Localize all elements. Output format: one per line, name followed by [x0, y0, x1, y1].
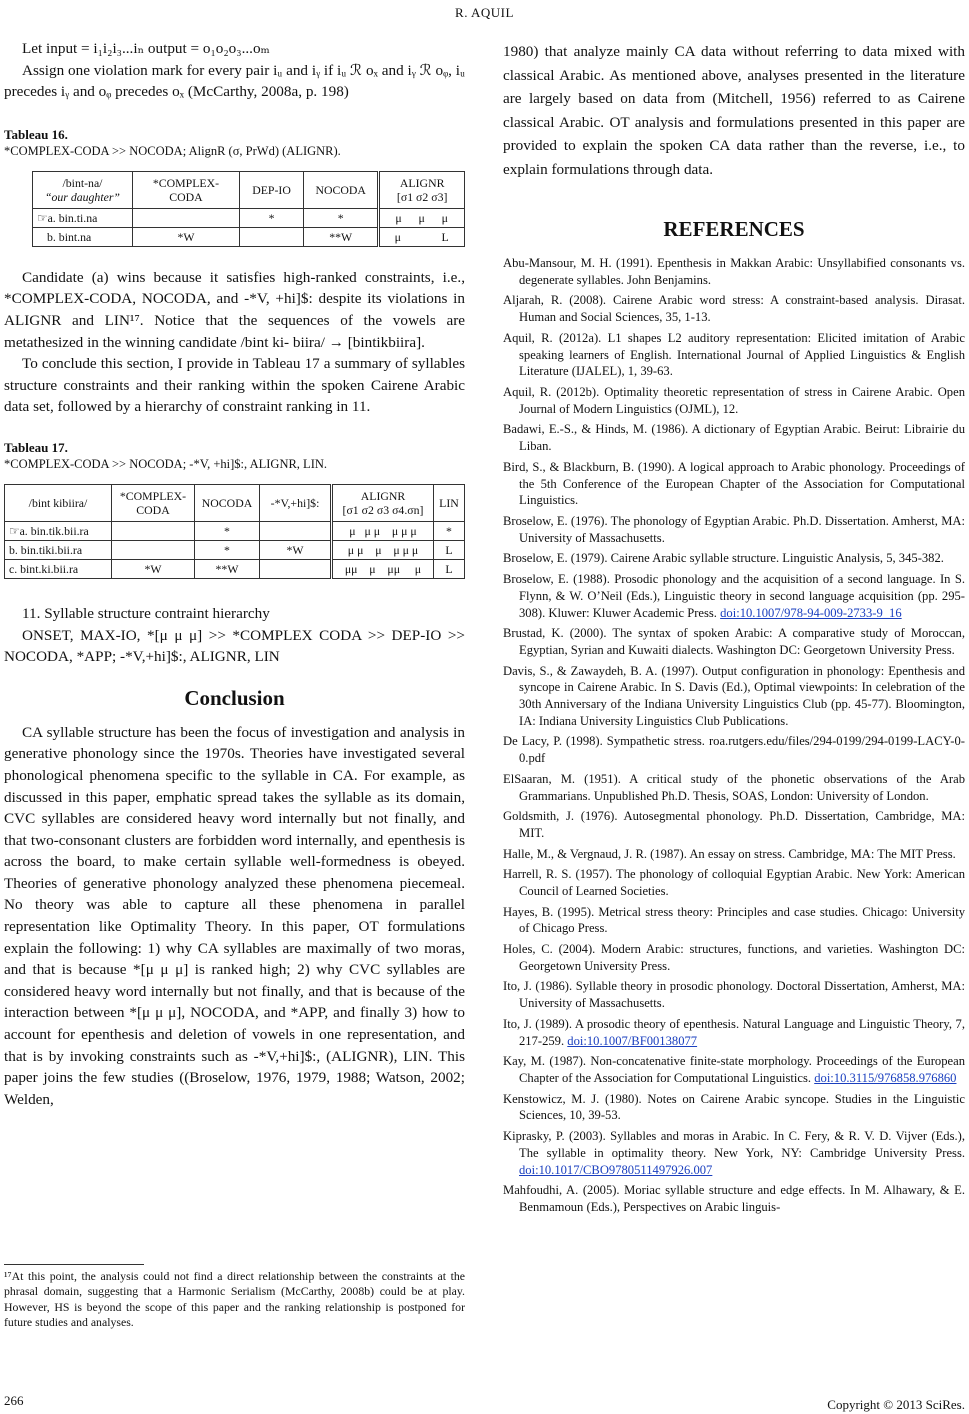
left-column [4, 38, 465, 1110]
tableau-17-lin-header: LIN [434, 484, 465, 521]
reference-item [503, 808, 965, 842]
reference-text: Holes, C. (2004). Modern Arabic: structures, functions, and varieties. Washington DC: Georgetown University Press. [503, 942, 965, 973]
violation-cell [112, 540, 195, 559]
reference-item [503, 459, 965, 509]
reference-text: Broselow, E. (1979). Cairene Arabic syllable structure. Linguistic Analysis, 5, 345-382. [503, 551, 944, 566]
tableau-16-input: /bint-na/ “our daughter” [33, 171, 133, 208]
reference-item [503, 941, 965, 975]
reference-text: Aquil, R. (2012b). Optimality theoretic representation of stress in Cairene Arabic. Open Journal of Modern Linguistics (OJML), 12. [503, 384, 965, 416]
violation-cell: * [195, 521, 260, 540]
reference-text: Brustad, K. (2000). The syntax of spoken Arabic: A comparative study of Moroccan, Egyptian, Syrian and Kuwaiti dialects. Washington DC: Georgetown University Press. [503, 626, 965, 657]
tableau-16-ranking: *COMPLEX-CODA >> NOCODA; AlignR (σ, PrWd) (ALIGNR). [4, 143, 341, 158]
reference-item [503, 1016, 965, 1050]
violation-cell: **W [195, 559, 260, 578]
tableau-16 [32, 171, 465, 247]
violation-cell: L [434, 540, 465, 559]
footnote-17: ¹⁷At this point, the analysis could not find a direct relationship between the constraints at the phrasal domain, suggesting that a Harmonic Serialism (McCarthy, 2008b) could be at play. However, HS is beyond the scope of this paper and the ranking relationship is postponed for future studies and analyses. [4, 1269, 465, 1330]
violation-cell: **W [304, 227, 379, 246]
paragraph-candidate-a: Candidate (a) wins because it satisfies high-ranked constraints, i.e., *COMPLEX-CODA, NOCODA, and -*V, +hi]$: despite its violations in ALIGNR and LIN¹⁷. Notice that the sequences of the vowels are metathesized in the winning candidate /bint ki- biira/ → [bintikbiira]. [4, 268, 465, 351]
tableau-row [33, 208, 465, 227]
reference-item [503, 1053, 965, 1087]
reference-text: De Lacy, P. (1998). Sympathetic stress. roa.rutgers.edu/files/294-0199/294-0199-LACY-0-0.pdf [503, 734, 965, 766]
violation-cell: L [434, 559, 465, 578]
tableau-16-align-header: ALIGNR [σ1 σ2 σ3] [379, 171, 465, 208]
reference-item [503, 1091, 965, 1125]
doi-link[interactable]: doi:10.1007/BF00138077 [567, 1033, 698, 1048]
reference-list [503, 255, 965, 1216]
violation-cell: * [240, 208, 304, 227]
reference-item [503, 625, 965, 659]
reference-text: ElSaaran, M. (1951). A critical study of the phonetic observations of the Arab Grammarians. Unpublished Ph.D. Thesis, SOAS, London: University of London. [503, 771, 965, 803]
conclusion-continuation: 1980) that analyze mainly CA data without referring to data mixed with classical Arabic. As mentioned above, analyses presented in the literature are largely based on data from (Mitchell, 1956) referred to as Cairene classical Arabic. OT analysis and formulations presented in this paper are provided to explain the spoken CA data rather than the reverse, i.e., to explain formulations through data. [503, 43, 965, 178]
tableau-row [33, 227, 465, 246]
conclusion-text: CA syllable structure has been the focus of investigation and analysis in generative phonology since the 1970s. Theories have investigated several phonological phenomena specific to the syllable in CA. For example, as discussed in this paper, emphatic spread takes the syllable as its domain, CVC syllables are considered heavy word internally but not finally, and that two-consonant clusters are forbidden word internally, and epenthesis is across the board, to make certain syllable well-formedness is obeyed. Theories of generative phonology analyzed these phenomena piecemeal. No theory was able to capture all these phenomena in parallel representation like Optimality Theory. In this paper, OT formulations explain the following: 1) why CA syllables are maximally of two moras, and that is because *[μ μ μ] is ranked high; 2) why CVC syllables are considered heavy word internally but not finally, and that is because of the interaction between *[μ μ μ], NOCODA, and *APP, and finally 3) how to account for epenthesis and deletion of vowels in one representation, and that is by invoking constraints such as -*V,+hi]$:, (ALIGNR), LIN. This paper joins the few studies ((Broselow, 1976, 1979, 1988; Watson, 2002; Welden, [4, 723, 465, 1108]
reference-item [503, 421, 965, 455]
reference-text: Broselow, E. (1988). Prosodic phonology and the acquisition of a second language. In S. Flynn, & W. O’Neil (Eds.), Linguistic theory in second language acquisition (pp. 295-308). Kluwer: Kluwer Academic Press. [503, 571, 965, 620]
tableau-row [5, 559, 465, 578]
violation-cell [260, 521, 332, 540]
page-number: 266 [4, 1393, 24, 1408]
reference-item [503, 866, 965, 900]
violation-cell [260, 559, 332, 578]
tableau-17-input: /bint kibiira/ [5, 484, 112, 521]
violation-cell: * [434, 521, 465, 540]
reference-item [503, 571, 965, 621]
violation-cell: μ μ μ μ μ μ [332, 540, 434, 559]
reference-text: Mahfoudhi, A. (2005). Moriac syllable structure and edge effects. In M. Alhawary, & E. Benmamoun (Eds.), Perspectives on Arabic linguis- [503, 1183, 965, 1214]
reference-item [503, 513, 965, 547]
violation-cell: μμ μ μμ μ [332, 559, 434, 578]
reference-text: Hayes, B. (1995). Metrical stress theory: Principles and case studies. Chicago: University of Chicago Press. [503, 904, 965, 936]
violation-definition: Assign one violation mark for every pair iᵤ and iᵧ if iᵤ ℛ oₓ and iᵧ ℛ oᵩ, iᵤ precedes iᵧ and oᵩ precedes oₓ (McCarthy, 2008a, p. 198) [4, 61, 465, 101]
tableau-17-header: *COMPLEX-CODA [112, 484, 195, 521]
reference-text: Halle, M., & Vergnaud, J. R. (1987). An essay on stress. Cambridge, MA: The MIT Press. [503, 846, 956, 861]
tableau-16-header: *COMPLEX-CODA [132, 171, 239, 208]
tableau-17-header: -*V,+hi]$: [260, 484, 332, 521]
reference-text: Ito, J. (1986). Syllable theory in prosodic phonology. Doctoral Dissertation, Amherst, MA: University of Massachusetts. [503, 979, 965, 1011]
candidate: b. bint.na [33, 227, 133, 246]
reference-item [503, 771, 965, 805]
reference-text: Broselow, E. (1976). The phonology of Egyptian Arabic. Ph.D. Dissertation. Amherst, MA: University of Massachusetts. [503, 513, 965, 545]
reference-text: Kenstowicz, M. J. (1980). Notes on Cairene Arabic syncope. Studies in the Linguistic Sciences, 10, 39-53. [503, 1091, 965, 1123]
tableau-16-header: DEP-IO [240, 171, 304, 208]
reference-text: Kiprasky, P. (2003). Syllables and moras in Arabic. In C. Fery, & R. V. D. Vijver (Eds.), The syllable in optimality theory. New York, NY: Cambridge University Press. [503, 1128, 965, 1160]
reference-item [503, 904, 965, 938]
doi-link[interactable]: doi:10.1017/CBO9780511497926.007 [519, 1162, 713, 1177]
hierarchy: ONSET, MAX-IO, *[μ μ μ] >> *COMPLEX CODA >> DEP-IO >> NOCODA, *APP; -*V,+hi]$:, ALIGNR, LIN [4, 626, 465, 666]
tableau-16-header: NOCODA [304, 171, 379, 208]
reference-text: Aquil, R. (2012a). L1 shapes L2 auditory representation: Elicited imitation of Arabic speaking learners of English. International Journal of Applied Linguistics & English Literature (IJALEL), 1, 39-63. [503, 330, 965, 379]
candidate: ☞a. bin.tik.bii.ra [5, 521, 112, 540]
right-column [503, 40, 965, 1220]
violation-cell: *W [260, 540, 332, 559]
tableau-17 [4, 484, 465, 579]
references-heading: REFERENCES [663, 217, 805, 241]
copyright: Copyright © 2013 SciRes. [827, 1397, 965, 1412]
reference-text: Harrell, R. S. (1957). The phonology of colloquial Egyptian Arabic. New York: American Council of Learned Societies. [503, 867, 965, 899]
candidate: b. bin.tiki.bii.ra [5, 540, 112, 559]
violation-cell [112, 521, 195, 540]
reference-text: Bird, S., & Blackburn, B. (1990). A logical approach to Arabic phonology. Proceedings of the 5th Conference of the European Chapter of the Association for Computational Linguistics. [503, 459, 965, 508]
doi-link[interactable]: doi:10.1007/978-94-009-2733-9_16 [720, 605, 902, 620]
input-output-definition: Let input = i₁i₂i₃...iₙ output = o₁o₂o₃...oₘ [22, 40, 270, 57]
violation-cell: *W [112, 559, 195, 578]
reference-item [503, 550, 965, 567]
footnote-rule [4, 1264, 144, 1265]
reference-item [503, 1128, 965, 1178]
paragraph-summary: To conclude this section, I provide in Tableau 17 a summary of syllables structure constraints and their ranking within the spoken Cairene Arabic data set, followed by a hierarchy of constraint ranking in 11. [4, 355, 465, 416]
violation-cell: * [195, 540, 260, 559]
reference-item [503, 1182, 965, 1216]
violation-cell: μ μ μ [379, 208, 465, 227]
reference-text: Goldsmith, J. (1976). Autosegmental phonology. Ph.D. Dissertation, Cambridge, MA: MIT. [503, 809, 965, 841]
doi-link[interactable]: doi:10.3115/976858.976860 [814, 1071, 957, 1085]
violation-cell: μ μ μ μ μ μ [332, 521, 434, 540]
violation-cell: * [304, 208, 379, 227]
reference-text: Aljarah, R. (2008). Cairene Arabic word stress: A constraint-based analysis. Dirasat. Human and Social Sciences, 35, 1-13. [503, 293, 965, 325]
tableau-row [5, 540, 465, 559]
tableau-17-header: NOCODA [195, 484, 260, 521]
reference-item [503, 663, 965, 730]
reference-item [503, 255, 965, 289]
violation-cell [240, 227, 304, 246]
reference-text: Abu-Mansour, M. H. (1991). Epenthesis in Makkan Arabic: Unsyllabified consonants vs. degenerate syllables. John Benjamins. [503, 256, 965, 287]
reference-text: Kay, M. (1987). Non-concatenative finite-state morphology. Proceedings of the European Chapter of the Association for Computational Linguistics. [503, 1054, 965, 1085]
reference-item [503, 978, 965, 1012]
reference-text: Davis, S., & Zawaydeh, B. A. (1997). Output configuration in phonology: Epenthesis and syncope in Cairene Arabic. In S. Davis (Ed.), Optimal viewpoints: In celebration of the 30th Anniversary of the Indiana University Linguistics Club (pp. 45-77). Bloomington, IA: Indiana University Linguistics Club Publications. [503, 663, 965, 728]
reference-text: Ito, J. (1989). A prosodic theory of epenthesis. Natural Language and Linguistic Theory, 7, 217-259. [503, 1016, 965, 1048]
reference-item [503, 330, 965, 380]
violation-cell [132, 208, 239, 227]
candidate: c. bint.ki.bii.ra [5, 559, 112, 578]
candidate: ☞a. bin.ti.na [33, 208, 133, 227]
tableau-row [5, 521, 465, 540]
tableau-17-align-header: ALIGNR [σ1 σ2 σ3 σ4.σn] [332, 484, 434, 521]
tableau-17-title: Tableau 17. [4, 439, 68, 455]
tableau-17-ranking: *COMPLEX-CODA >> NOCODA; -*V, +hi]$:, ALIGNR, LIN. [4, 456, 328, 471]
reference-item [503, 846, 965, 863]
hierarchy-title: 11. Syllable structure contraint hierarchy [22, 604, 270, 622]
reference-item [503, 733, 965, 767]
reference-text: Badawi, E.-S., & Hinds, M. (1986). A dictionary of Egyptian Arabic. Beirut: Librairie du Liban. [503, 422, 965, 454]
violation-cell: μ L [379, 227, 465, 246]
violation-cell: *W [132, 227, 239, 246]
conclusion-heading: Conclusion [184, 685, 285, 710]
reference-item [503, 384, 965, 418]
running-head: R. AQUIL [455, 5, 514, 20]
tableau-16-title: Tableau 16. [4, 126, 68, 142]
reference-item [503, 292, 965, 326]
